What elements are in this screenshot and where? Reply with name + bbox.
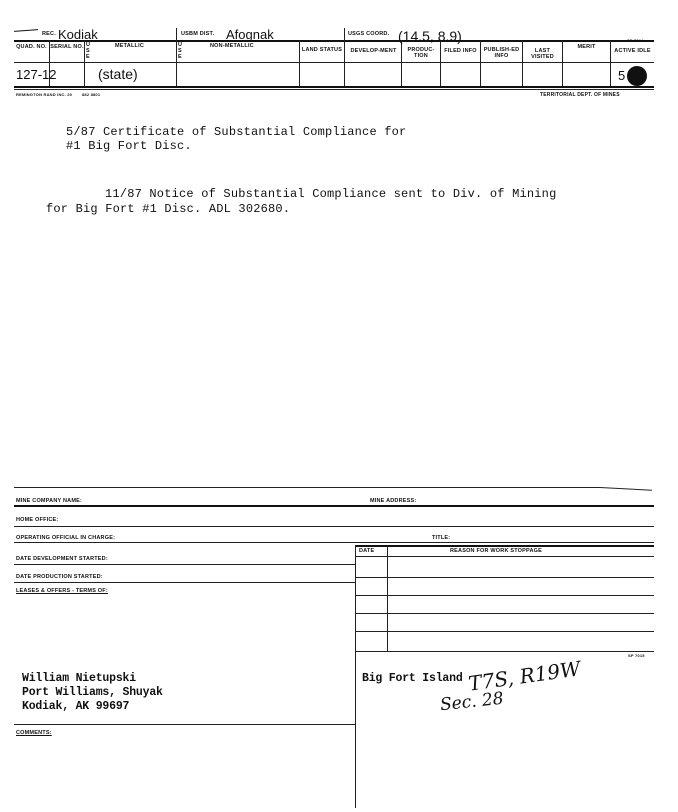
prod-started-label: DATE PRODUCTION STARTED: bbox=[16, 574, 103, 580]
mine-address-label: MINE ADDRESS: bbox=[370, 498, 417, 504]
recording-district-value: Kodiak bbox=[58, 27, 98, 42]
col-use-metallic: U S E bbox=[86, 42, 91, 60]
location-typed: Big Fort Island bbox=[362, 672, 463, 685]
home-office-label: HOME OFFICE: bbox=[16, 517, 59, 523]
col-metallic: METALLIC bbox=[115, 43, 144, 49]
owner-address-2: Kodiak, AK 99697 bbox=[22, 700, 130, 713]
printer-nums: 882 8801 bbox=[82, 92, 101, 97]
usbm-district-value: Afognak bbox=[226, 27, 274, 42]
form-code-bottom: SP 7015 bbox=[628, 653, 645, 658]
section-handwritten: Sec. 28 bbox=[439, 688, 505, 716]
note-line-1: 5/87 Certificate of Substantial Compliance for bbox=[66, 125, 407, 139]
operating-official-label: OPERATING OFFICIAL IN CHARGE: bbox=[16, 535, 116, 541]
form-code-top: SP 7014 bbox=[627, 38, 644, 43]
col-land-status: LAND STATUS bbox=[301, 47, 343, 53]
land-note-value: (state) bbox=[98, 66, 138, 82]
col-serial: SERIAL NO. bbox=[50, 44, 84, 50]
quad-serial-value: 127-12 bbox=[16, 67, 57, 82]
card-edge bbox=[600, 487, 652, 491]
col-production: PRODUC-TION bbox=[407, 47, 435, 59]
col-use-nonmetallic: U S E bbox=[178, 42, 183, 60]
leases-label: LEASES & OFFERS - TERMS OF: bbox=[16, 588, 108, 594]
col-last-visited: LAST VISITED bbox=[531, 48, 554, 60]
col-development: DEVELOP-MENT bbox=[350, 48, 397, 54]
scribble-mark bbox=[14, 29, 38, 32]
usbm-label: USBM DIST. bbox=[181, 31, 215, 37]
note-line-4: for Big Fort #1 Disc. ADL 302680. bbox=[46, 202, 291, 216]
date-label: DATE bbox=[359, 548, 375, 554]
title-label: TITLE: bbox=[432, 535, 451, 541]
note-line-2: #1 Big Fort Disc. bbox=[66, 139, 192, 153]
punch-hole-dot bbox=[627, 66, 647, 86]
location-handwritten: T7S, R19W bbox=[466, 656, 582, 696]
active-idle-value: 5 bbox=[618, 68, 626, 83]
usgs-coord-value: (14.5, 8.9) bbox=[398, 28, 462, 44]
owner-address-1: Port Williams, Shuyak bbox=[22, 686, 163, 699]
mine-company-label: MINE COMPANY NAME: bbox=[16, 498, 83, 504]
printer-line: REMINGTON RAND INC. 20 bbox=[16, 92, 73, 97]
comments-label: COMMENTS: bbox=[16, 730, 52, 736]
col-published-info: PUBLISH-ED INFO bbox=[483, 47, 520, 59]
dev-started-label: DATE DEVELOPMENT STARTED: bbox=[16, 556, 108, 562]
dept-line: TERRITORIAL DEPT. OF MINES bbox=[540, 92, 620, 98]
col-quad: QUAD. NO. bbox=[16, 44, 47, 50]
rec-label: REC. bbox=[42, 31, 56, 37]
note-line-3: 11/87 Notice of Substantial Compliance sent to Div. of Mining bbox=[105, 187, 557, 201]
reason-label: REASON FOR WORK STOPPAGE bbox=[450, 548, 542, 554]
col-filed-info: FILED INFO bbox=[444, 48, 477, 54]
col-merit: MERIT bbox=[577, 44, 596, 50]
col-nonmetallic: NON-METALLIC bbox=[210, 43, 254, 49]
owner-name: William Nietupski bbox=[22, 672, 136, 685]
col-active-idle: ACTIVE IDLE bbox=[614, 48, 651, 54]
usgs-label: USGS COORD. bbox=[348, 31, 390, 37]
